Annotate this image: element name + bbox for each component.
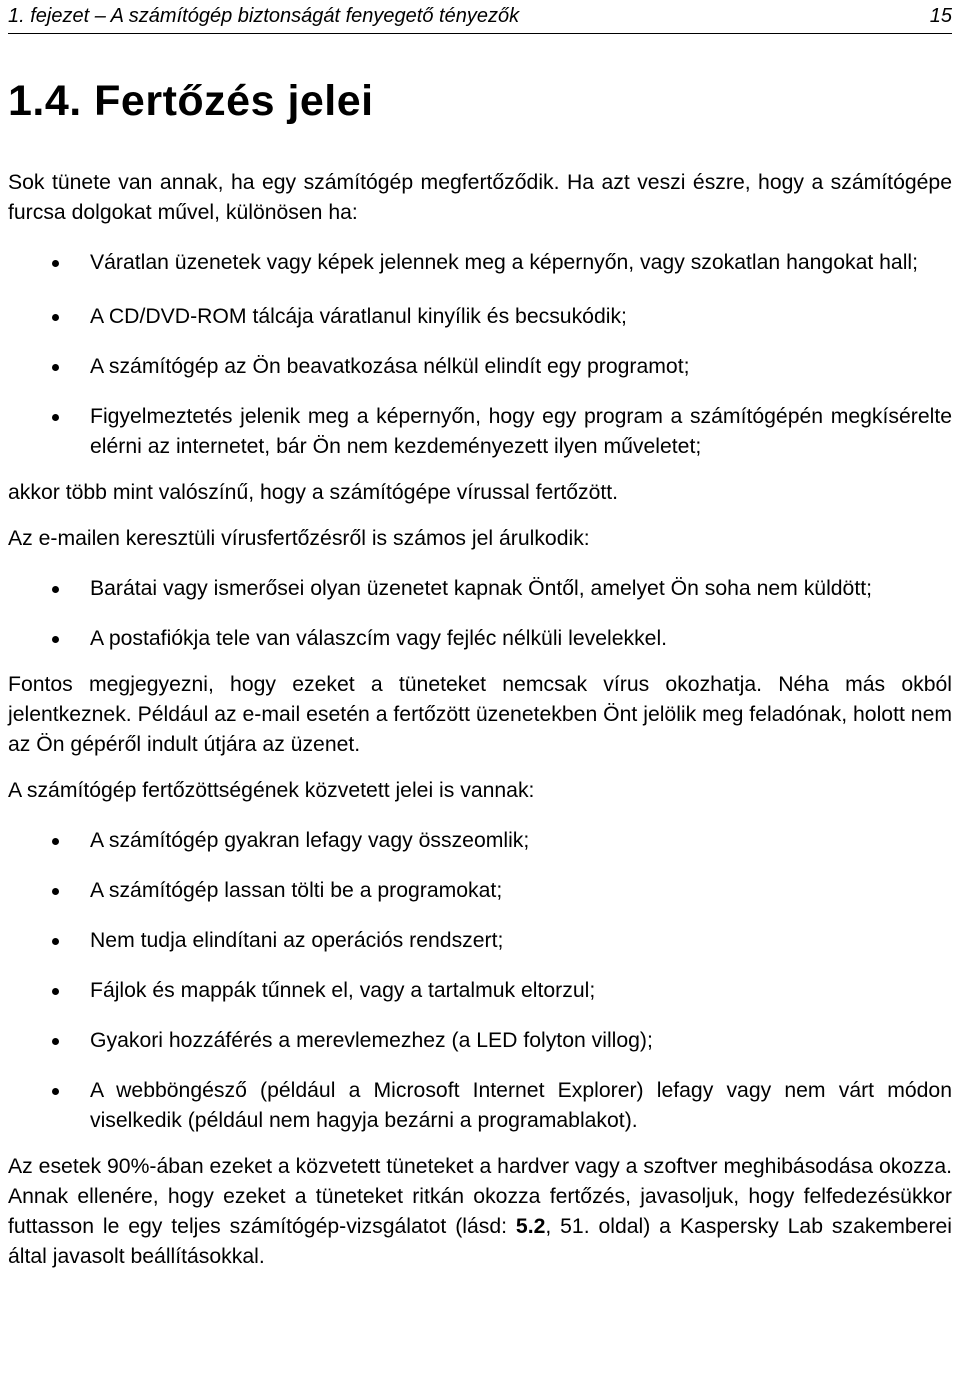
list-item-text: Gyakori hozzáférés a merevlemezhez (a LED folyton villog); xyxy=(90,1029,653,1052)
list-item xyxy=(8,302,952,332)
list-item-text: A CD/DVD-ROM tálcája váratlanul kinyílik és becsukódik; xyxy=(90,305,627,328)
bullet-icon xyxy=(52,314,59,321)
email-signs-list xyxy=(8,574,952,654)
bullet-icon xyxy=(52,1038,59,1045)
section-title: 1.4. Fertőzés jelei xyxy=(8,77,374,125)
list-item-text: A számítógép lassan tölti be a programokat; xyxy=(90,879,503,902)
closing-paragraph xyxy=(8,1152,952,1272)
email-intro-paragraph: Az e-mailen keresztüli vírusfertőzésről is számos jel árulkodik: xyxy=(8,527,590,550)
list-item xyxy=(8,826,952,856)
list-item xyxy=(8,876,952,906)
intro-paragraph: Sok tünete van annak, ha egy számítógép megfertőződik. Ha azt veszi észre, hogy a számítógépe furcsa dolgokat művel, különösen ha: xyxy=(8,171,952,224)
indirect-signs-list xyxy=(8,826,952,1136)
chapter-title: 1. fejezet – A számítógép biztonságát fenyegető tényezők xyxy=(8,5,520,27)
bullet-icon xyxy=(52,364,59,371)
list-item xyxy=(8,248,952,278)
conclusion-paragraph: akkor több mint valószínű, hogy a számítógépe vírussal fertőzött. xyxy=(8,481,619,504)
list-item-text: Nem tudja elindítani az operációs rendszert; xyxy=(90,929,504,952)
list-item xyxy=(8,574,952,604)
list-item-text: Figyelmeztetés jelenik meg a képernyőn, hogy egy program a számítógépén megkísérelte elérni az internetet, bár Ön nem kezdeményezett ilyen műveletet; xyxy=(90,405,952,458)
section-reference-link[interactable]: 5.2 xyxy=(515,1215,546,1238)
document-body xyxy=(8,168,952,1272)
list-item-text: Barátai vagy ismerősei olyan üzenetet kapnak Öntől, amelyet Ön soha nem küldött; xyxy=(90,577,873,600)
list-item-text: A webböngésző (például a Microsoft Internet Explorer) lefagy vagy nem várt módon viselkedik (például nem hagyja bezárni a programablakot). xyxy=(90,1079,952,1132)
list-item xyxy=(8,624,952,654)
list-item xyxy=(8,1076,952,1136)
list-item-text: A postafiókja tele van válaszcím vagy fejléc nélküli levelekkel. xyxy=(90,627,668,650)
list-item xyxy=(8,1026,952,1056)
page-number: 15 xyxy=(929,5,952,27)
indirect-intro-paragraph: A számítógép fertőzöttségének közvetett jelei is vannak: xyxy=(8,779,535,802)
bullet-icon xyxy=(52,888,59,895)
list-item xyxy=(8,926,952,956)
list-item xyxy=(8,976,952,1006)
list-item xyxy=(8,402,952,462)
list-item-text: Fájlok és mappák tűnnek el, vagy a tartalmuk eltorzul; xyxy=(90,979,596,1002)
bullet-icon xyxy=(52,838,59,845)
running-header xyxy=(8,3,952,34)
bullet-icon xyxy=(52,636,59,643)
bullet-icon xyxy=(52,260,59,267)
list-item-text: A számítógép az Ön beavatkozása nélkül elindít egy programot; xyxy=(90,355,690,378)
closing-text-after: , 51. oldal) a Kaspersky Lab szakemberei által javasolt beállításokkal. xyxy=(8,1215,952,1268)
closing-text-before: Az esetek 90%-ában ezeket a közvetett tüneteket a hardver vagy a szoftver meghibásodása okozza. Annak ellenére, hogy ezeket a tüneteket ritkán okozza fertőzés, javasoljuk, hogy felfedezésükkor futtasson le egy teljes számítógép-vizsgálatot (lásd: xyxy=(8,1155,952,1238)
symptoms-list xyxy=(8,248,952,462)
note-paragraph: Fontos megjegyezni, hogy ezeket a tüneteket nemcsak vírus okozhatja. Néha más okból jelentkeznek. Például az e-mail esetén a fertőzött üzenetekben Önt jelölik meg feladónak, holott nem az Ön gépéről indult útjára az üzenet. xyxy=(8,673,952,756)
bullet-icon xyxy=(52,938,59,945)
bullet-icon xyxy=(52,414,59,421)
bullet-icon xyxy=(52,988,59,995)
list-item xyxy=(8,352,952,382)
list-item-text: A számítógép gyakran lefagy vagy összeomlik; xyxy=(90,829,530,852)
bullet-icon xyxy=(52,586,59,593)
bullet-icon xyxy=(52,1088,59,1095)
list-item-text: Váratlan üzenetek vagy képek jelennek meg a képernyőn, vagy szokatlan hangokat hall; xyxy=(90,251,919,274)
